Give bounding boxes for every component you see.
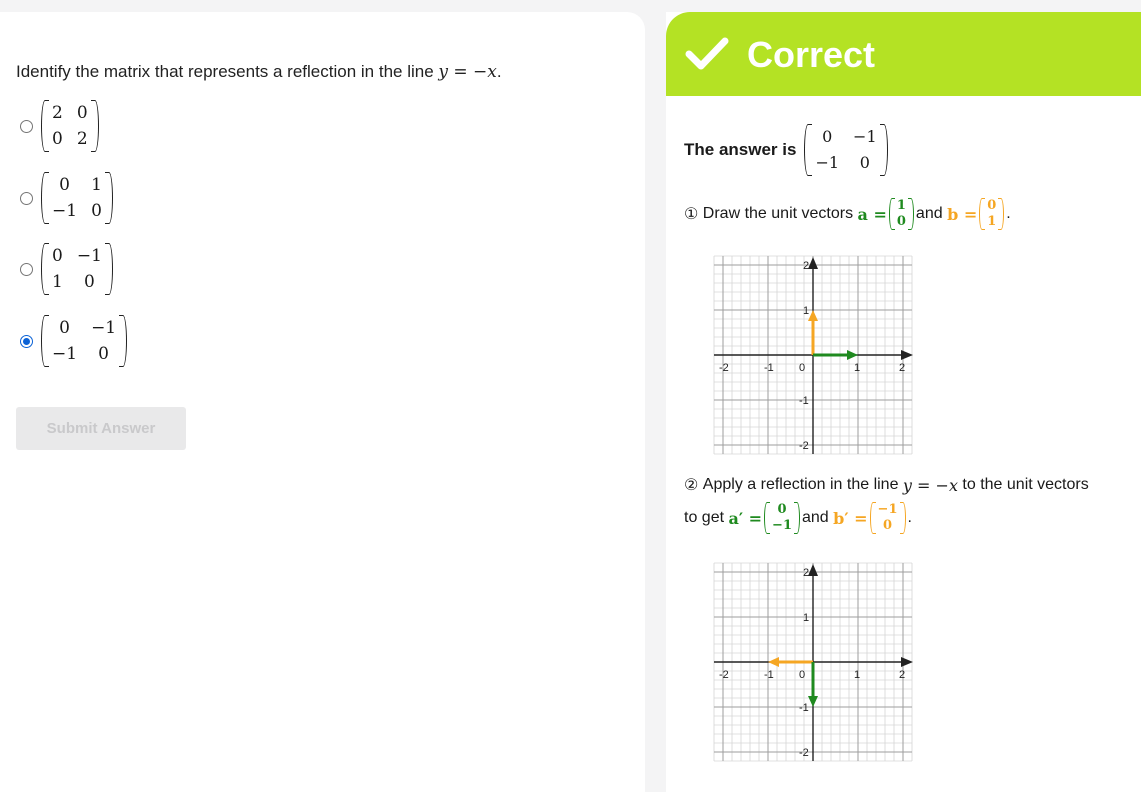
x-tick-label: -2 <box>719 669 729 681</box>
vector-a-arrow-head <box>847 350 858 360</box>
option-3-radio[interactable] <box>20 263 33 276</box>
y-tick-label: 2 <box>803 567 810 579</box>
x-tick-label: 0 <box>799 362 806 374</box>
question-prefix: Identify the matrix that represents a reflection in the line <box>16 62 434 81</box>
y-tick-label: -1 <box>799 702 809 714</box>
step-2-marker: ② <box>684 477 699 494</box>
x-tick-label: 1 <box>854 362 861 374</box>
question-suffix: . <box>496 62 502 81</box>
option-4[interactable] <box>20 315 127 367</box>
question-math: y = −x <box>438 62 497 82</box>
step-1-text: ① Draw the unit vectors a = 1 0 and b = 0 1 . <box>684 198 1011 229</box>
option-4-radio[interactable] <box>20 335 33 348</box>
option-3-matrix: 0 −1 1 0 <box>41 243 113 295</box>
y-tick-label: 1 <box>803 612 810 624</box>
option-2-radio[interactable] <box>20 192 33 205</box>
submit-answer-button[interactable]: Submit Answer <box>16 407 186 450</box>
answer-prefix: The answer is <box>684 140 797 159</box>
y-tick-label: -1 <box>799 395 809 407</box>
checkmark-icon <box>685 36 729 72</box>
step-1-marker: ① <box>684 206 699 223</box>
x-tick-label: -1 <box>764 362 774 374</box>
vector-b-value: 0 1 <box>979 198 1004 230</box>
result-panel <box>666 12 1141 792</box>
x-tick-label: 2 <box>899 362 906 374</box>
option-4-matrix: 0 −1 −1 0 <box>41 315 127 367</box>
y-tick-label: 2 <box>803 260 810 272</box>
option-2[interactable] <box>20 172 113 224</box>
vector-a-arrow-head <box>808 696 818 707</box>
x-tick-label: 0 <box>799 669 806 681</box>
vector-a-prime-label: a′ = <box>728 508 763 528</box>
graph-reflected-vectors <box>713 562 915 764</box>
vector-b-prime-value: −1 0 <box>870 502 906 534</box>
y-tick-label: 1 <box>803 305 810 317</box>
answer-matrix: 0 −1 −1 0 <box>804 124 887 176</box>
question-text <box>16 62 502 82</box>
option-1-radio[interactable] <box>20 120 33 133</box>
banner-title: Correct <box>747 34 876 75</box>
answer-statement <box>684 124 888 176</box>
vector-b-prime-label: b′ = <box>833 508 868 528</box>
step-2-line-1: ② Apply a reflection in the line y = −x to the unit vectors <box>684 475 1089 495</box>
x-tick-label: -2 <box>719 362 729 374</box>
step-2-line-2: to get a′ = 0 −1 and b′ = −1 0 . <box>684 502 912 533</box>
vector-a-value: 1 0 <box>889 198 914 230</box>
vector-b-arrow-head <box>768 657 779 667</box>
y-tick-label: -2 <box>799 440 809 452</box>
graph-unit-vectors <box>713 255 915 457</box>
x-tick-label: -1 <box>764 669 774 681</box>
option-1[interactable] <box>20 100 99 152</box>
x-tick-label: 1 <box>854 669 861 681</box>
option-2-matrix: 0 1 −1 0 <box>41 172 113 224</box>
vector-a-label: a = <box>857 204 887 224</box>
y-tick-label: -2 <box>799 747 809 759</box>
correct-banner <box>666 12 1141 96</box>
vector-b-label: b = <box>947 204 978 224</box>
vector-a-prime-value: 0 −1 <box>764 502 800 534</box>
option-3[interactable] <box>20 243 113 295</box>
vector-b-arrow-head <box>808 310 818 321</box>
option-1-matrix: 2 0 0 2 <box>41 100 99 152</box>
x-tick-label: 2 <box>899 669 906 681</box>
